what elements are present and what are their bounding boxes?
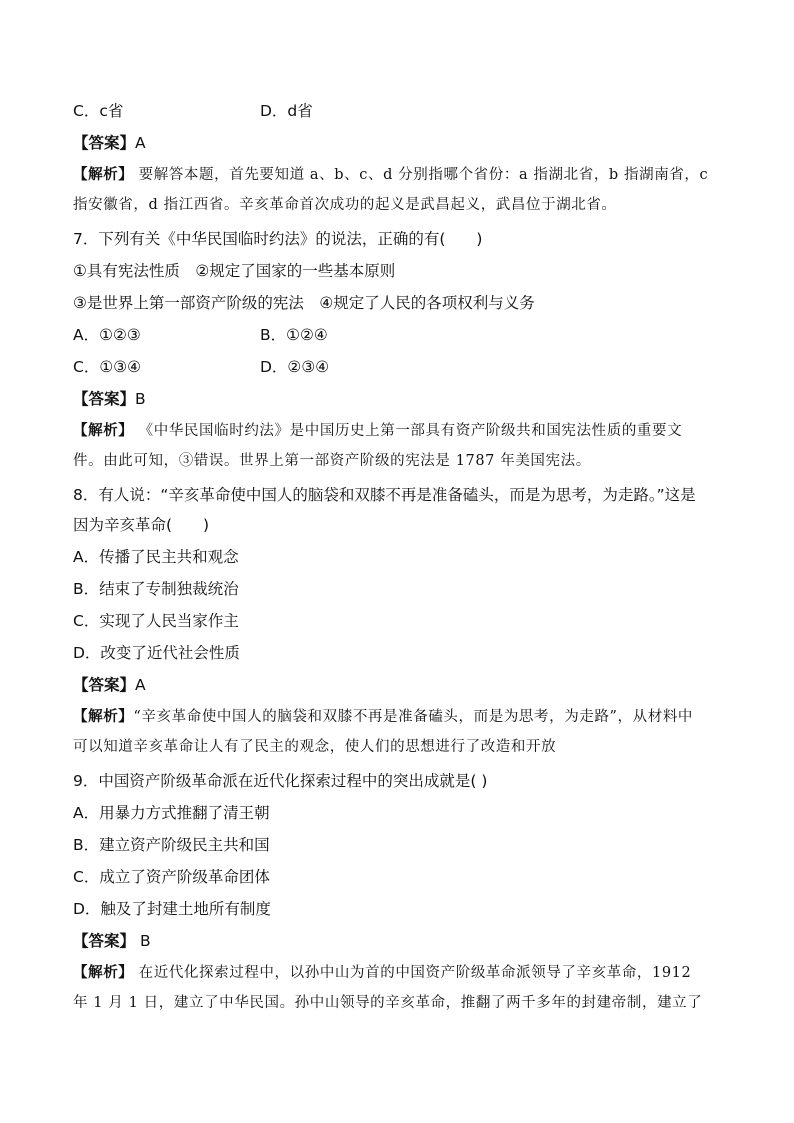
- answer-tag: 【答案】: [73, 390, 136, 408]
- q8-option-c: C．实现了人民当家作主: [73, 612, 239, 630]
- answer-value: A: [135, 134, 146, 152]
- q7-analysis-line-1: [73, 420, 733, 442]
- q7-answer: [73, 388, 733, 410]
- analysis-text: “辛亥革命使中国人的脑袋和双膝不再是准备磕头，而是为思考，为走路”，从材料中: [133, 709, 694, 725]
- analysis-tag: 【解析】: [73, 965, 134, 981]
- q7-statements-1: ①具有宪法性质 ②规定了国家的一些基本原则: [73, 262, 396, 280]
- q7-statements-2: ③是世界上第一部资产阶级的宪法 ④规定了人民的各项权利与义务: [73, 294, 535, 312]
- answer-value: B: [135, 390, 146, 408]
- q8-stem-line-1: 8．有人说：“辛亥革命使中国人的脑袋和双膝不再是准备磕头，而是为思考，为走路。”这是: [73, 486, 696, 504]
- q6-options-row: [73, 100, 733, 122]
- q7-analysis-line-2: [73, 450, 733, 472]
- q7-options-row-1: [73, 324, 733, 346]
- q9-option-a: A．用暴力方式推翻了清王朝: [73, 804, 270, 822]
- analysis-text: 年 1 月 1 日，建立了中华民国。孙中山领导的辛亥革命，推翻了两千多年的封建帝制，建立了: [73, 995, 703, 1011]
- q8-option-a: A．传播了民主共和观念: [73, 548, 239, 566]
- q8-analysis-line-1: [73, 706, 733, 728]
- q8-answer: [73, 674, 733, 696]
- q7-option-d: D．②③④: [260, 358, 330, 376]
- q6-option-c: C．c省: [73, 102, 124, 120]
- analysis-text: 在近代化探索过程中，以孙中山为首的中国资产阶级革命派领导了辛亥革命，1912: [138, 965, 692, 981]
- q9-stem: 9．中国资产阶级革命派在近代化探索过程中的突出成就是( ): [73, 772, 488, 790]
- q9-answer: [73, 930, 733, 952]
- q9-option-d: D．触及了封建土地所有制度: [73, 900, 271, 918]
- analysis-tag: 【解析】: [73, 709, 134, 725]
- q9-option-b: B．建立资产阶级民主共和国: [73, 836, 270, 854]
- q7-option-a: A．①②③: [73, 326, 141, 344]
- q6-option-d: D．d省: [260, 102, 313, 120]
- q6-answer: [73, 132, 733, 154]
- answer-value: A: [135, 676, 146, 694]
- q8-stem-line-2: 因为辛亥革命( ): [73, 516, 210, 534]
- q8-option-d: D．改变了近代社会性质: [73, 644, 240, 662]
- answer-tag: 【答案】: [73, 134, 136, 152]
- q9-analysis-line-2: [73, 992, 733, 1014]
- q8-analysis-line-2: [73, 736, 733, 758]
- q7-option-c: C．①③④: [73, 358, 142, 376]
- q7-stem: 7．下列有关《中华民国临时约法》的说法，正确的有( ): [73, 230, 483, 248]
- q6-analysis-line-1: [73, 164, 733, 186]
- q6-analysis-line-2: [73, 194, 733, 216]
- analysis-text: 《中华民国临时约法》是中国历史上第一部具有资产阶级共和国宪法性质的重要文: [138, 423, 683, 439]
- analysis-text: 指安徽省，d 指江西省。辛亥革命首次成功的起义是武昌起义，武昌位于湖北省。: [73, 197, 617, 213]
- analysis-text: 可以知道辛亥革命让人有了民主的观念，使人们的思想进行了改造和开放: [73, 739, 557, 755]
- analysis-tag: 【解析】: [73, 167, 134, 183]
- answer-value: B: [139, 932, 151, 950]
- analysis-text: 件。由此可知，③错误。世界上第一部资产阶级的宪法是 1787 年美国宪法。: [73, 453, 591, 469]
- analysis-tag: 【解析】: [73, 423, 134, 439]
- q7-options-row-2: [73, 356, 733, 378]
- answer-tag: 【答案】: [73, 932, 136, 950]
- q8-option-b: B．结束了专制独裁统治: [73, 580, 239, 598]
- answer-tag: 【答案】: [73, 676, 136, 694]
- q7-option-b: B．①②④: [260, 326, 328, 344]
- analysis-text: 要解答本题，首先要知道 a、b、c、d 分别指哪个省份：a 指湖北省，b 指湖南省，c: [138, 167, 709, 183]
- q9-analysis-line-1: [73, 962, 733, 984]
- q9-option-c: C．成立了资产阶级革命团体: [73, 868, 270, 886]
